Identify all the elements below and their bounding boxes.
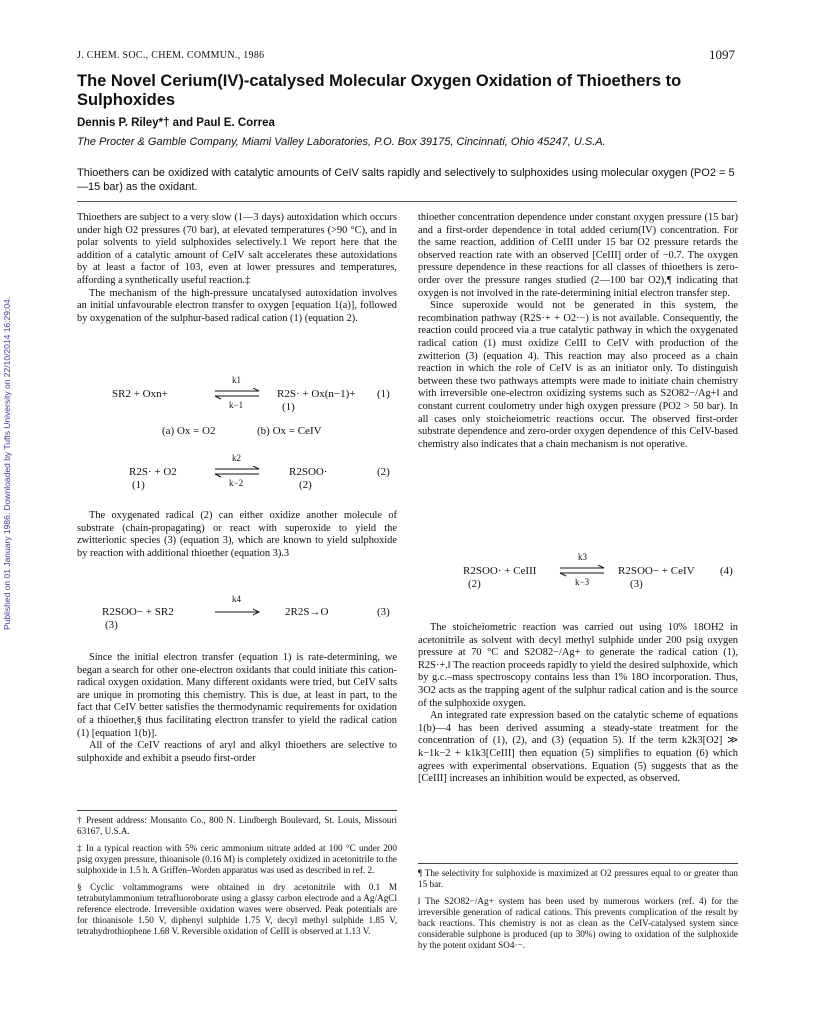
eq1-condition-b: (b) Ox = CeIV	[257, 425, 322, 437]
eq2-right: R2SOO·	[289, 466, 328, 478]
paragraph: Since superoxide would not be generated in this system, the recombination pathway (R2S·+ + O2·−) is not available. Consequently, the reaction could proceed via a true catalytic pathway in which the oxygenated radical cation (1) must oxidize CeIII to CeIV with production of the zwitterion (3) (equation 4). This reaction may also proceed as a chain reaction in which the role of CeIV is as an initiator only. To distinguish between these two pathways attempts were made to initiate chain chemistry with irreversible one-electron oxidizing systems such as S2O82−/Ag+‖ and constant current coulometry under high oxygen pressure (PO2 > 50 bar). In all cases only stoicheiometric reactions occur. The observed first-order substrate dependence and zero-order oxygen dependence of this CeIV-based chemistry also indicates that a chain mechanism is not operative.	[418, 300, 738, 450]
footnotes-left	[77, 815, 397, 943]
eq4-k: k3	[578, 552, 587, 562]
left-col-top	[77, 212, 397, 325]
paragraph: An integrated rate expression based on the catalytic scheme of equations 1(b)—4 has been derived assuming a steady-state treatment for the concentration of (1), (2), and (3) (equation 5). If the term k2k3[O2] ≫ k−1k−2 + k1k3[CeIII] then equation (5) simplifies to equation (6) which agrees with experimental observations. Equation (5) suggests that as the [CeIII] increases an inhibition would be expected, as observed.	[418, 710, 738, 785]
footnote: † Present address: Monsanto Co., 800 N. Lindbergh Boulevard, St. Louis, Missouri 63167, U.S.A.	[77, 815, 397, 836]
journal-header: J. CHEM. SOC., CHEM. COMMUN., 1986	[77, 50, 265, 61]
footnote-rule-right	[418, 863, 738, 864]
footnote-rule-left	[77, 810, 397, 811]
affiliation: The Procter & Gamble Company, Miami Valley Laboratories, P.O. Box 39175, Cincinnati, Ohio 45247, U.S.A.	[77, 136, 606, 148]
eq2-left: R2S· + O2	[129, 466, 177, 478]
right-col-bottom	[418, 622, 738, 786]
eq3-arrow	[213, 608, 261, 616]
equation-1-block	[77, 375, 397, 491]
eq3-right: 2R2S→O	[285, 606, 329, 618]
left-col-bottom	[77, 652, 397, 765]
paragraph: The stoicheiometric reaction was carried out using 10% 18OH2 in acetonitrile as solvent with decyl methyl sulphide under 200 psig oxygen pressure at 70 °C and S2O82−/Ag+ to generate the radical cation (1), R2S·+.‖ The reaction proceeds rapidly to yield the desired sulphoxide, which by g.c.–mass spectroscopy contains less than 1% 18O incorporation. Thus, 3O2 acts as the trapping agent of the sulphur radical cation and is the source of the sulphoxide oxygen.	[418, 622, 738, 709]
eq2-km: k−2	[229, 478, 244, 488]
abstract: Thioethers can be oxidized with catalytic amounts of CeIV salts rapidly and selectively to sulphoxides using molecular oxygen (PO2 = 5—15 bar) as the oxidant.	[77, 167, 735, 193]
footnotes-right	[418, 868, 738, 957]
abstract-rule	[77, 201, 737, 202]
download-stamp-text: Published on 01 January 1986. Downloaded by Tufts University on 22/10/2014 16:29:04.	[2, 296, 12, 630]
footnote: § Cyclic voltammograms were obtained in dry acetonitrile with 0.1 M tetrabutylammonium tetrafluoroborate using a glassy carbon electrode and a Ag/AgCl reference electrode. Irreversible oxidation waves were observed. Peak potentials are for thioanisole 1.50 V, diphenyl sulphide 1.75 V, decyl methyl sulphide 1.85 V, tetrahydrothiophene 1.68 V. Reversible oxidation of CeIII is observed at 1.13 V.	[77, 882, 397, 936]
paragraph: thioether concentration dependence under constant oxygen pressure (15 bar) and a first-order dependence in total added cerium(IV) concentration. For the same reaction, addition of CeIII under 15 bar O2 pressure retards the observed reaction rate with an observed [CeIII] order of −0.7. The oxygen pressure dependence in these reactions for all classes of thioethers is zero-order over the pressure ranges studied (2—100 bar O2),¶ indicating that oxygen is not involved in the rate-determining initial electron transfer step.	[418, 212, 738, 299]
eq3-label: (3)	[105, 619, 118, 631]
footnote: ‡ In a typical reaction with 5% ceric ammonium nitrate added at 100 °C under 200 psig oxygen pressure, thioanisole (0.16 M) is completely oxidized in acetonitrile to the sulphoxide in 1.5 h. A Griffen–Worden apparatus was used as described in ref. 2.	[77, 843, 397, 875]
eq4-left: R2SOO· + CeIII	[463, 565, 537, 577]
eq4-km: k−3	[575, 577, 590, 587]
page-number: 1097	[709, 47, 735, 62]
eq1-arrows	[213, 388, 261, 400]
eq1-label: (1)	[282, 401, 295, 413]
article-title: The Novel Cerium(IV)-catalysed Molecular Oxygen Oxidation of Thioethers to Sulphoxides	[77, 72, 682, 109]
authors: Dennis P. Riley*† and Paul E. Correa	[77, 117, 275, 129]
eq2-k: k2	[232, 453, 241, 463]
equation-4-block	[418, 552, 738, 600]
eq1-left: SR2 + Oxn+	[112, 388, 168, 400]
eq3-k: k4	[232, 594, 241, 604]
eq1-k: k1	[232, 375, 241, 385]
right-col-top	[418, 212, 738, 451]
eq4-label-1: (2)	[468, 578, 481, 590]
paragraph: The oxygenated radical (2) can either oxidize another molecule of substrate (chain-propagating) or react with superoxide to yield the zwitterionic species (3) (equation 3), which are known to yield sulphoxide by reaction with additional thioether (equation 3).3	[77, 510, 397, 559]
left-col-middle	[77, 510, 397, 560]
eq1-number: (1)	[377, 388, 390, 400]
eq4-right: R2SOO− + CeIV	[618, 565, 695, 577]
paragraph: Thioethers are subject to a very slow (1—3 days) autoxidation which occurs under high O2 pressures (70 bar), at elevated temperatures (>90 °C), and in polar solvents to yield sulphoxides selectively.1 We report here that the addition of a catalytic amount of CeIV salt accelerates these autoxidations by at least a factor of 103, even at lower pressures and temperatures, affording a synthetically useful reaction.‡	[77, 212, 397, 286]
footnote: ‖ The S2O82−/Ag+ system has been used by numerous workers (ref. 4) for the irreversible generation of radical cations. This prevents complication of the result by back reactions. This chemistry is not as clean as the CeIV-catalysed system since considerable sulphone is produced (up to 30%) owing to oxidation of the sulphoxide by the potent oxidant SO4·−.	[418, 896, 738, 950]
eq1-right: R2S· + Ox(n−1)+	[277, 388, 356, 400]
paragraph: All of the CeIV reactions of aryl and alkyl thioethers are selective to sulphoxide and exhibit a pseudo first-order	[77, 740, 397, 764]
eq3-number: (3)	[377, 606, 390, 618]
footnote: ¶ The selectivity for sulphoxide is maximized at O2 pressures equal to or greater than 15 bar.	[418, 868, 738, 889]
paragraph: Since the initial electron transfer (equation 1) is rate-determining, we began a search for other one-electron oxidants that could initiate this cation-radical oxygen oxidation. Many different oxidants were tried, but CeIV salts are unique in promoting this chemistry. This is due, at least in part, to the fact that CeIV better satisfies the thermodynamic requirements for oxidation of a thioether,§ thus facilitating electron transfer to yield the radical cation (1) [equation 1(b)].	[77, 652, 397, 739]
equation-3-block	[77, 596, 397, 636]
paragraph: The mechanism of the high-pressure uncatalysed autoxidation involves an initial unfavourable electron transfer to oxygen [equation 1(a)], followed by oxygenation of the sulphur-based radical cation (1) (equation 2).	[77, 287, 397, 324]
eq2-label-2: (2)	[299, 479, 312, 491]
eq3-left: R2SOO− + SR2	[102, 606, 174, 618]
eq2-label-1: (1)	[132, 479, 145, 491]
eq4-arrows	[558, 565, 606, 577]
eq2-arrows	[213, 466, 261, 478]
download-stamp	[2, 170, 16, 630]
eq4-label-2: (3)	[630, 578, 643, 590]
eq1-km: k−1	[229, 400, 244, 410]
eq4-number: (4)	[720, 565, 733, 577]
eq2-number: (2)	[377, 466, 390, 478]
eq1-condition-a: (a) Ox = O2	[162, 425, 216, 437]
